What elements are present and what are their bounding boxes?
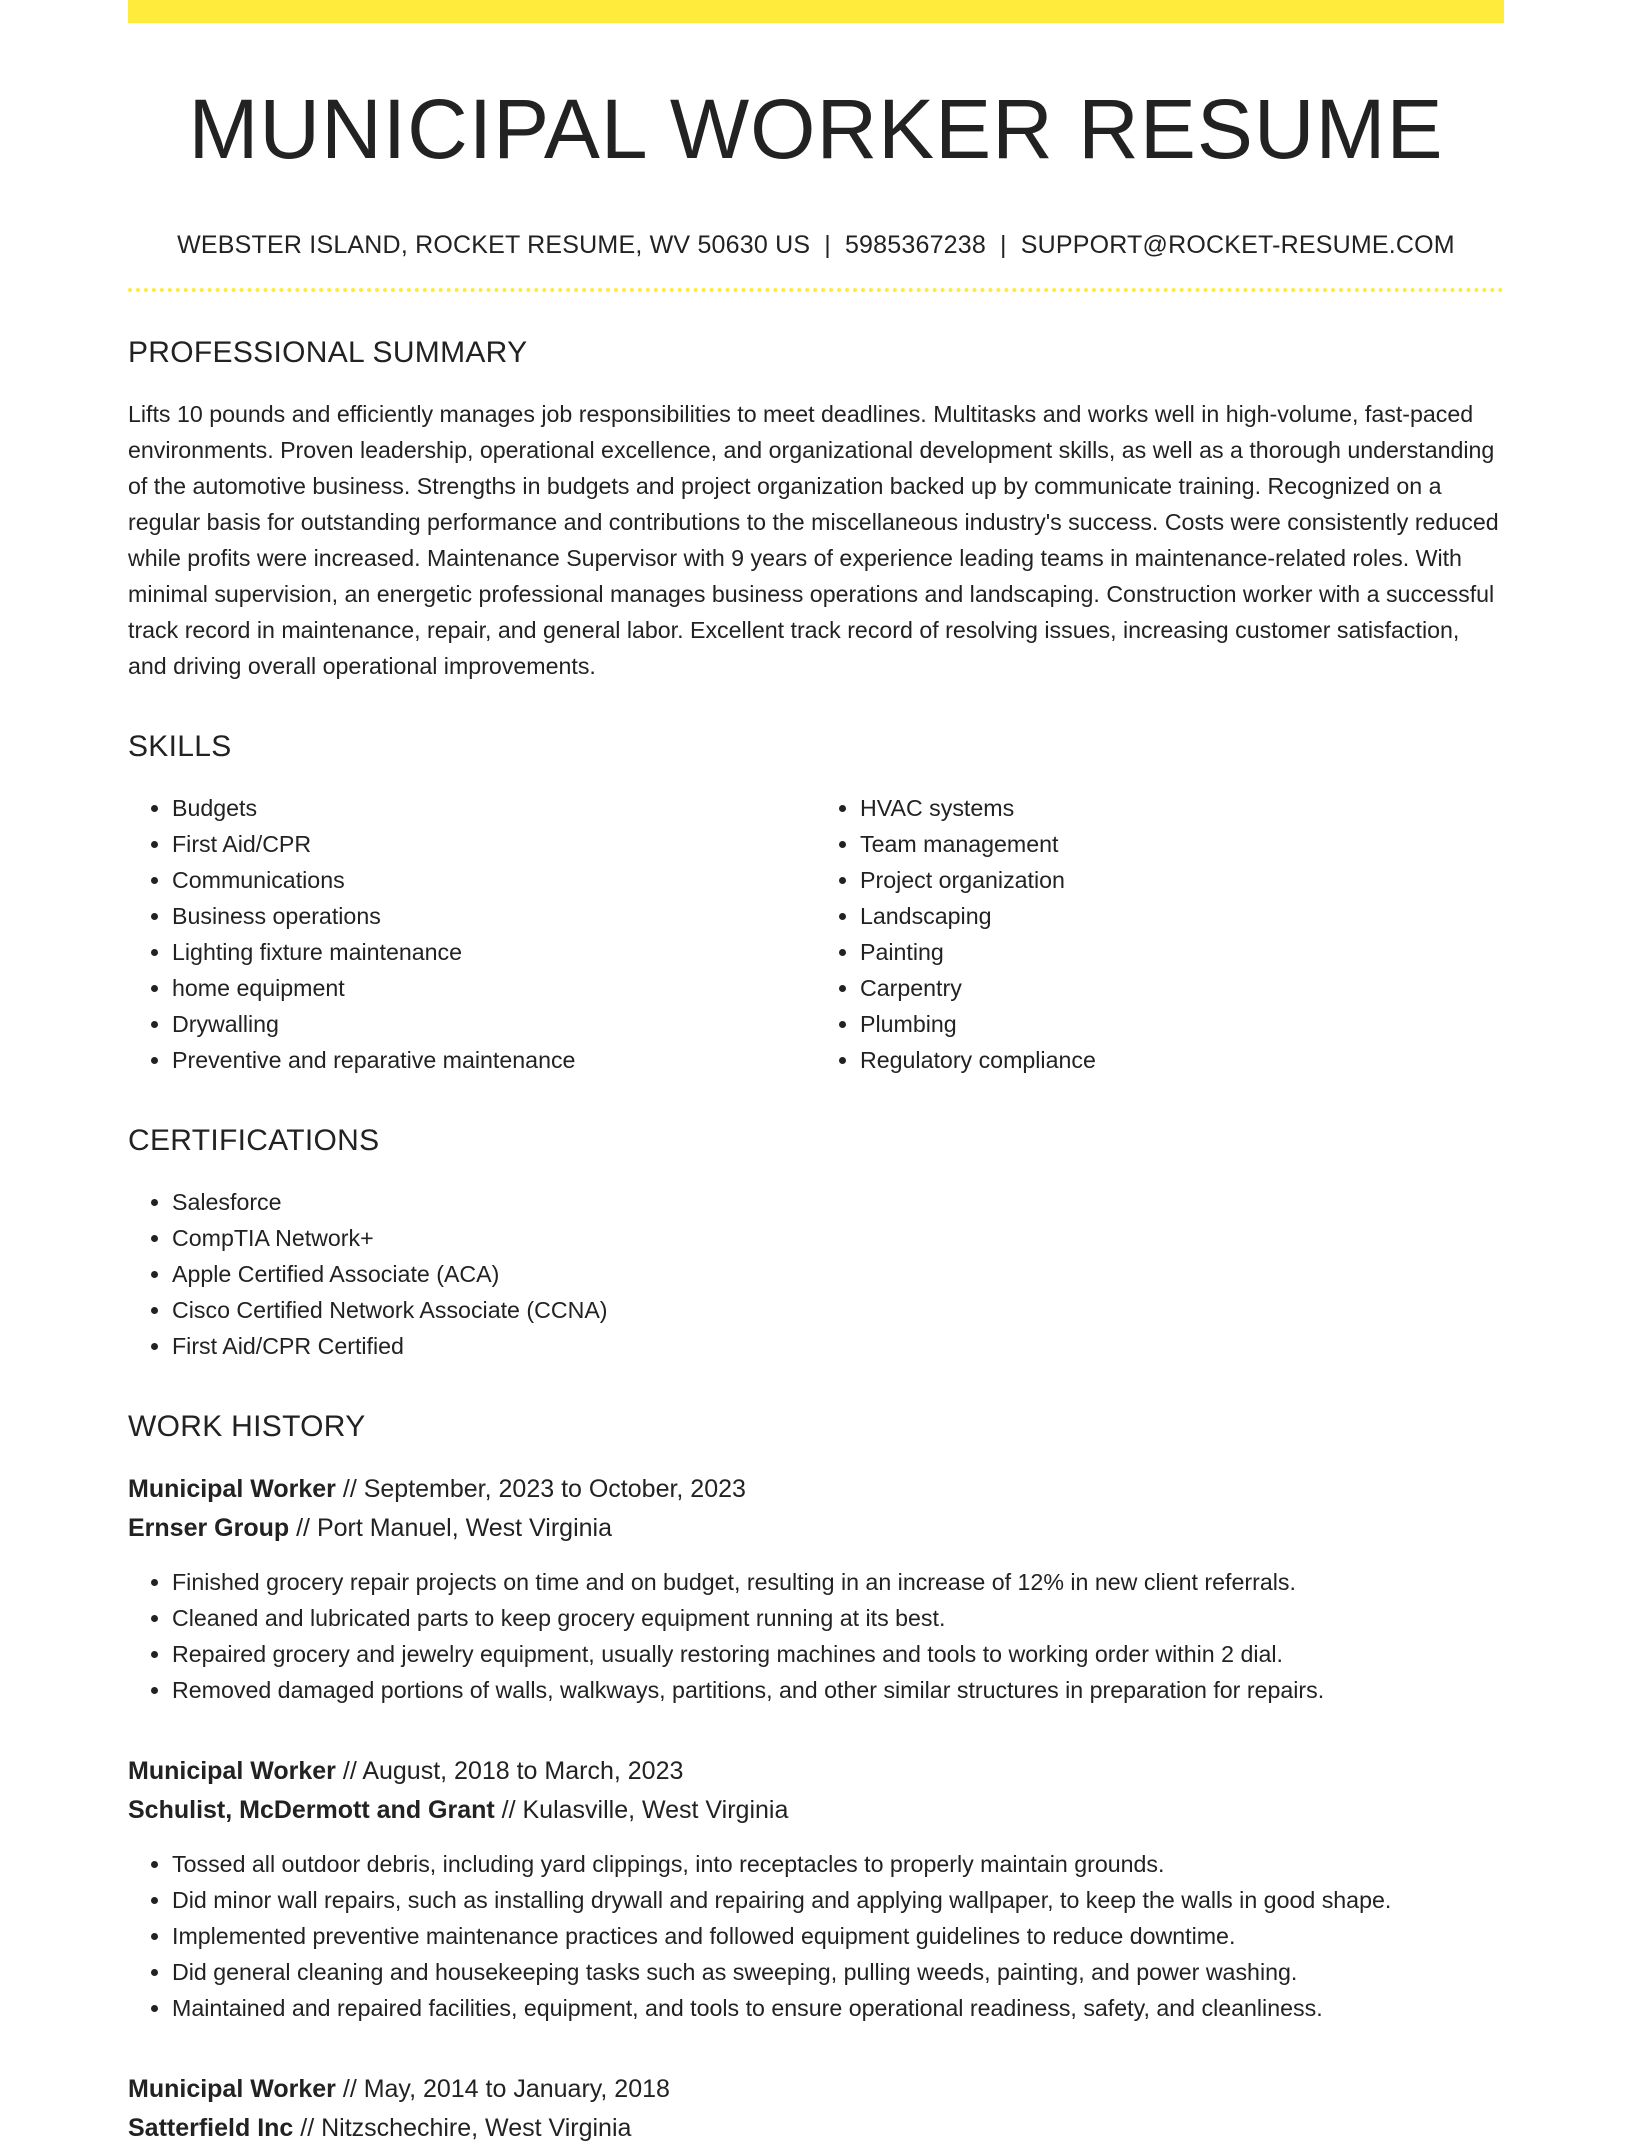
summary-heading: PROFESSIONAL SUMMARY (128, 336, 528, 370)
summary-text: Lifts 10 pounds and efficiently manages job responsibilities to meet deadlines. Multitasks and works well in high-volume, fast-paced environments. Proven leadership, operational excellence, and organizational development skills, as well as a thorough understanding of the automotive business. Strengths in budgets and project organization backed up by communicate training. Recognized on a regular basis for outstanding performance and contributions to the miscellaneous industry's success. Costs were consistently reduced while profits were increased. Maintenance Supervisor with 9 years of experience leading teams in maintenance-related roles. With minimal supervision, an energetic professional manages business operations and landscaping. Construction worker with a successful track record in maintenance, repair, and general labor. Excellent track record of resolving issues, increasing customer satisfaction, and driving overall operational improvements. (128, 401, 1499, 680)
contact-email: SUPPORT@ROCKET-RESUME.COM (1020, 231, 1455, 260)
job-location: // Kulasville, West Virginia (494, 1796, 789, 1825)
certification-item: • Apple Certified Associate (ACA) (172, 1256, 1504, 1292)
job-dates: // May, 2014 to January, 2018 (335, 2075, 670, 2104)
accent-top-bar (128, 0, 1504, 23)
job-bullet: • Removed damaged portions of walls, walkways, partitions, and other similar structures in preparation for repairs. (172, 1672, 1504, 1708)
job-title-line (128, 1470, 1504, 1509)
job-company-line (128, 1509, 1504, 1548)
job-company-line (128, 2109, 1504, 2148)
job-company-line (128, 1791, 1504, 1830)
certification-item: • Cisco Certified Network Associate (CCNA) (172, 1292, 1504, 1328)
work-history-heading: WORK HISTORY (128, 1410, 366, 1444)
skill-item: • Regulatory compliance (860, 1042, 1504, 1078)
job-title-line (128, 1752, 1504, 1791)
job-bullet: • Cleaned and lubricated parts to keep grocery equipment running at its best. (172, 1600, 1504, 1636)
job-dates: // September, 2023 to October, 2023 (335, 1475, 746, 1504)
job-bullets (128, 1846, 1504, 2026)
certifications-list (128, 1184, 1504, 1364)
skill-item: • Drywalling (172, 1006, 816, 1042)
job-title: Municipal Worker (128, 2075, 336, 2104)
job-location: // Port Manuel, West Virginia (289, 1514, 612, 1543)
job-company: Schulist, McDermott and Grant (128, 1796, 495, 1825)
skills-heading: SKILLS (128, 730, 232, 764)
skill-item: • First Aid/CPR (172, 826, 816, 862)
skill-item: • Carpentry (860, 970, 1504, 1006)
dotted-divider (128, 288, 1504, 292)
skills-list-right (816, 790, 1504, 1078)
job-title: Municipal Worker (128, 1475, 336, 1504)
resume-title: MUNICIPAL WORKER RESUME (188, 82, 1444, 176)
skills-columns (128, 790, 1504, 1078)
skill-item: • Plumbing (860, 1006, 1504, 1042)
job-bullet: • Did general cleaning and housekeeping tasks such as sweeping, pulling weeds, painting, and power washing. (172, 1954, 1504, 1990)
job-title: Municipal Worker (128, 1757, 336, 1786)
job-entry (128, 2070, 1504, 2148)
skill-item: • Preventive and reparative maintenance (172, 1042, 816, 1078)
certifications-heading: CERTIFICATIONS (128, 1124, 380, 1158)
job-bullet: • Repaired grocery and jewelry equipment, usually restoring machines and tools to working order within 2 dial. (172, 1636, 1504, 1672)
skill-item: • Project organization (860, 862, 1504, 898)
contact-phone: 5985367238 (844, 231, 986, 260)
resume-page (128, 0, 1504, 2148)
skill-item: • Business operations (172, 898, 816, 934)
skills-list-left (128, 790, 816, 1078)
contact-separator: | (824, 231, 831, 260)
job-dates: // August, 2018 to March, 2023 (335, 1757, 684, 1786)
certification-item: • First Aid/CPR Certified (172, 1328, 1504, 1364)
skill-item: • Team management (860, 826, 1504, 862)
skill-item: • Landscaping (860, 898, 1504, 934)
job-location: // Nitzschechire, West Virginia (293, 2114, 632, 2143)
job-bullet: • Tossed all outdoor debris, including yard clippings, into receptacles to properly maintain grounds. (172, 1846, 1504, 1882)
job-bullet: • Did minor wall repairs, such as installing drywall and repairing and applying wallpaper, to keep the walls in good shape. (172, 1882, 1504, 1918)
certification-item: • Salesforce (172, 1184, 1504, 1220)
contact-line (128, 231, 1504, 260)
job-entry (128, 1752, 1504, 2026)
contact-address: WEBSTER ISLAND, ROCKET RESUME, WV 50630 US (177, 231, 811, 260)
skill-item: • Communications (172, 862, 816, 898)
job-company: Satterfield Inc (128, 2114, 294, 2143)
job-bullet: • Maintained and repaired facilities, equipment, and tools to ensure operational readiness, safety, and cleanliness. (172, 1990, 1504, 2026)
skill-item: • HVAC systems (860, 790, 1504, 826)
skill-item: • Lighting fixture maintenance (172, 934, 816, 970)
job-bullet: • Finished grocery repair projects on time and on budget, resulting in an increase of 12% in new client referrals. (172, 1564, 1504, 1600)
contact-separator: | (1000, 231, 1007, 260)
skill-item: • Painting (860, 934, 1504, 970)
job-company: Ernser Group (128, 1514, 290, 1543)
job-entry (128, 1470, 1504, 1708)
certification-item: • CompTIA Network+ (172, 1220, 1504, 1256)
job-bullet: • Implemented preventive maintenance practices and followed equipment guidelines to reduce downtime. (172, 1918, 1504, 1954)
job-title-line (128, 2070, 1504, 2109)
job-bullets (128, 1564, 1504, 1708)
skill-item: • Budgets (172, 790, 816, 826)
skill-item: • home equipment (172, 970, 816, 1006)
